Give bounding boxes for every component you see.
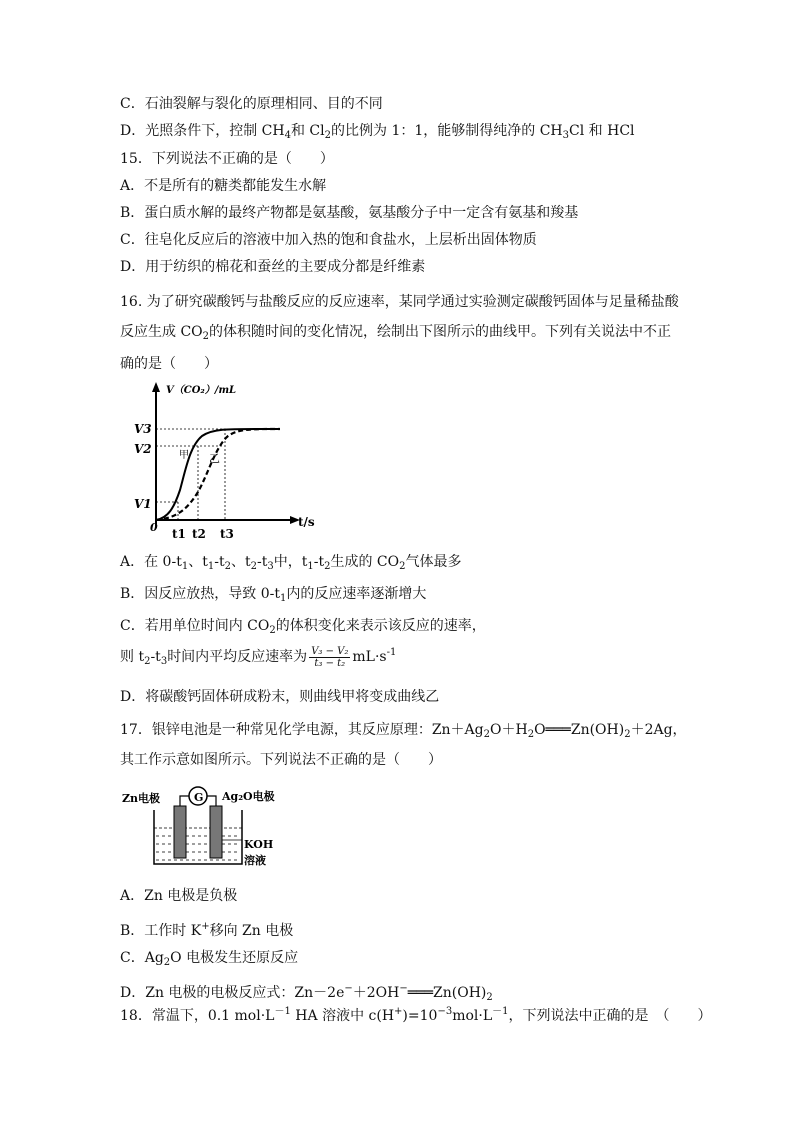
subscript: 1 — [181, 561, 189, 572]
subscript: 2 — [224, 561, 231, 572]
subscript: 2 — [527, 729, 535, 740]
superscript: －1 — [274, 1006, 291, 1017]
fraction-numerator: V₃ − V₂ — [311, 645, 349, 657]
text: HA 溶液中 c(H — [290, 1008, 395, 1024]
curve-yi-label: 乙 — [209, 452, 220, 465]
text: 的比例为 1：1，能够制得纯净的 CH — [331, 123, 563, 139]
x-axis-label: t/s — [298, 515, 315, 529]
galvanometer-label: G — [194, 791, 204, 804]
subscript: 4 — [284, 130, 291, 141]
text: D．光照条件下，控制 CH — [120, 123, 285, 139]
text: 则 t — [120, 649, 145, 665]
text: -t — [150, 649, 161, 665]
superscript: − — [399, 983, 408, 994]
q16-stem-line1: 16. 为了研究碳酸钙与盐酸反应的反应速率，某同学通过实验测定碳酸钙固体与足量稀盐酸 — [120, 294, 679, 310]
text: Cl 和 HCl — [569, 123, 635, 139]
q16-option-a — [120, 553, 461, 576]
q15-option-a: A．不是所有的糖类都能发生水解 — [120, 178, 327, 194]
subscript: 2 — [324, 561, 331, 572]
text: 生成的 CO — [330, 554, 400, 570]
text: O＋H — [490, 722, 528, 738]
tick-v1: V1 — [134, 497, 152, 511]
text: 和 Cl — [290, 123, 325, 139]
text: mol·L — [452, 1008, 493, 1024]
curve-jia-label: 甲 — [179, 450, 189, 461]
q15-stem: 15．下列说法不正确的是（ ） — [120, 151, 334, 167]
q17-option-c — [120, 949, 298, 972]
q17-option-a: A．Zn 电极是负极 — [120, 888, 238, 904]
subscript: 2 — [624, 729, 631, 740]
text: )=10 — [402, 1008, 438, 1024]
q17-stem-line1 — [120, 721, 687, 744]
tick-v3: V3 — [134, 422, 152, 436]
tick-t2: t2 — [192, 527, 206, 541]
text: 17．银锌电池是一种常见化学电源，其反应原理：Zn＋Ag — [120, 722, 484, 738]
tick-t3: t3 — [220, 527, 234, 541]
subscript: 2 — [486, 992, 493, 1003]
subscript: 2 — [250, 561, 257, 572]
q17-option-b — [120, 918, 293, 940]
subscript: 3 — [160, 656, 168, 667]
y-axis-arrow — [152, 382, 160, 392]
q16-option-b — [120, 585, 426, 608]
tick-origin: 0 — [150, 521, 158, 534]
y-axis-label: V（CO₂）/mL — [166, 385, 237, 396]
q16-option-c-line1 — [120, 617, 486, 640]
volume-time-graph — [128, 380, 328, 545]
superscript: + — [394, 1006, 403, 1017]
text: ═══Zn(OH) — [407, 985, 487, 1001]
text: D．Zn 电极的电极反应式：Zn－2e — [120, 985, 345, 1001]
q14-option-d — [120, 122, 635, 145]
beaker — [154, 810, 242, 864]
subscript: 3 — [562, 130, 570, 141]
subscript: 1 — [280, 593, 287, 604]
q15-option-d: D．用于纺织的棉花和蚕丝的主要成分都是纤维素 — [120, 259, 426, 275]
solution-label: 溶液 — [244, 854, 266, 867]
rate-fraction — [309, 646, 350, 669]
subscript: 3 — [267, 561, 274, 572]
subscript: 2 — [483, 729, 491, 740]
q16-stem-line2 — [120, 323, 671, 346]
q14-option-c: C．石油裂解与裂化的原理相同、目的不同 — [120, 96, 383, 112]
ag2o-electrode — [210, 806, 222, 858]
superscript: -1 — [386, 647, 397, 658]
text: 内的反应速率逐渐增大 — [286, 586, 427, 602]
text: A．在 0-t — [120, 554, 182, 570]
text: 、t — [230, 554, 251, 570]
superscript: －1 — [492, 1006, 509, 1017]
text: ＋2OH — [352, 985, 400, 1001]
text: mL·s — [352, 649, 387, 665]
text: 气体最多 — [405, 554, 462, 570]
text: C．Ag — [120, 950, 164, 966]
koh-label: KOH — [244, 838, 274, 851]
subscript: 2 — [202, 331, 210, 342]
superscript: − — [344, 983, 353, 994]
q15-option-b: B．蛋白质水解的最终产物都是氨基酸，氨基酸分子中一定含有氨基和羧基 — [120, 205, 579, 221]
q16-option-d: D．将碳酸钙固体研成粉末，则曲线甲将变成曲线乙 — [120, 689, 440, 705]
subscript: 2 — [269, 625, 276, 636]
text: 中，t — [273, 554, 308, 570]
tick-t1: t1 — [172, 527, 186, 541]
text: 的体积变化来表示该反应的速率， — [275, 618, 486, 634]
tick-v2: V2 — [134, 442, 152, 456]
text: 的体积随时间的变化情况，绘制出下图所示的曲线甲。下列有关说法中不正 — [209, 324, 672, 340]
q17-stem-line2: 其工作示意如图所示。下列说法不正确的是（ ） — [120, 752, 442, 768]
q15-option-c: C．往皂化反应后的溶液中加入热的饱和食盐水，上层析出固体物质 — [120, 232, 537, 248]
q16-option-c-line2 — [120, 644, 396, 671]
battery-diagram — [118, 780, 298, 875]
text: C．若用单位时间内 CO — [120, 618, 270, 634]
text: 反应生成 CO — [120, 324, 203, 340]
superscript: −3 — [437, 1006, 453, 1017]
text: -t — [256, 554, 268, 570]
wire-right — [207, 796, 216, 806]
text: ＋2Ag， — [630, 722, 687, 738]
subscript: 2 — [163, 957, 171, 968]
text: O 电极发生还原反应 — [170, 950, 299, 966]
superscript: + — [201, 921, 210, 932]
subscript: 2 — [324, 130, 331, 141]
text: 18．常温下，0.1 mol·L — [120, 1008, 275, 1024]
subscript: 1 — [307, 561, 314, 572]
text: -t — [214, 554, 225, 570]
curve-yi-line — [156, 429, 280, 520]
q18-stem — [120, 1003, 712, 1025]
text: B．工作时 K — [120, 923, 202, 939]
wire-left — [180, 796, 189, 806]
text: -t — [313, 554, 325, 570]
text: O═══Zn(OH) — [534, 722, 625, 738]
subscript: 1 — [207, 561, 215, 572]
q16-stem-line3: 确的是（ ） — [120, 356, 218, 372]
text: 移向 Zn 电极 — [209, 923, 294, 939]
text: 时间内平均反应速率为 — [167, 649, 308, 665]
text: 、t — [188, 554, 208, 570]
text: B．因反应放热，导致 0-t — [120, 586, 281, 602]
fraction-denominator: t₃ − t₂ — [314, 657, 346, 669]
ag2o-electrode-label: Ag₂O电极 — [222, 790, 275, 803]
zn-electrode — [174, 806, 186, 858]
subscript: 2 — [399, 561, 406, 572]
subscript: 2 — [144, 656, 151, 667]
curve-jia-line — [156, 429, 280, 520]
zn-electrode-label: Zn电极 — [122, 792, 161, 805]
text: ，下列说法中正确的是 （ ） — [508, 1008, 712, 1024]
